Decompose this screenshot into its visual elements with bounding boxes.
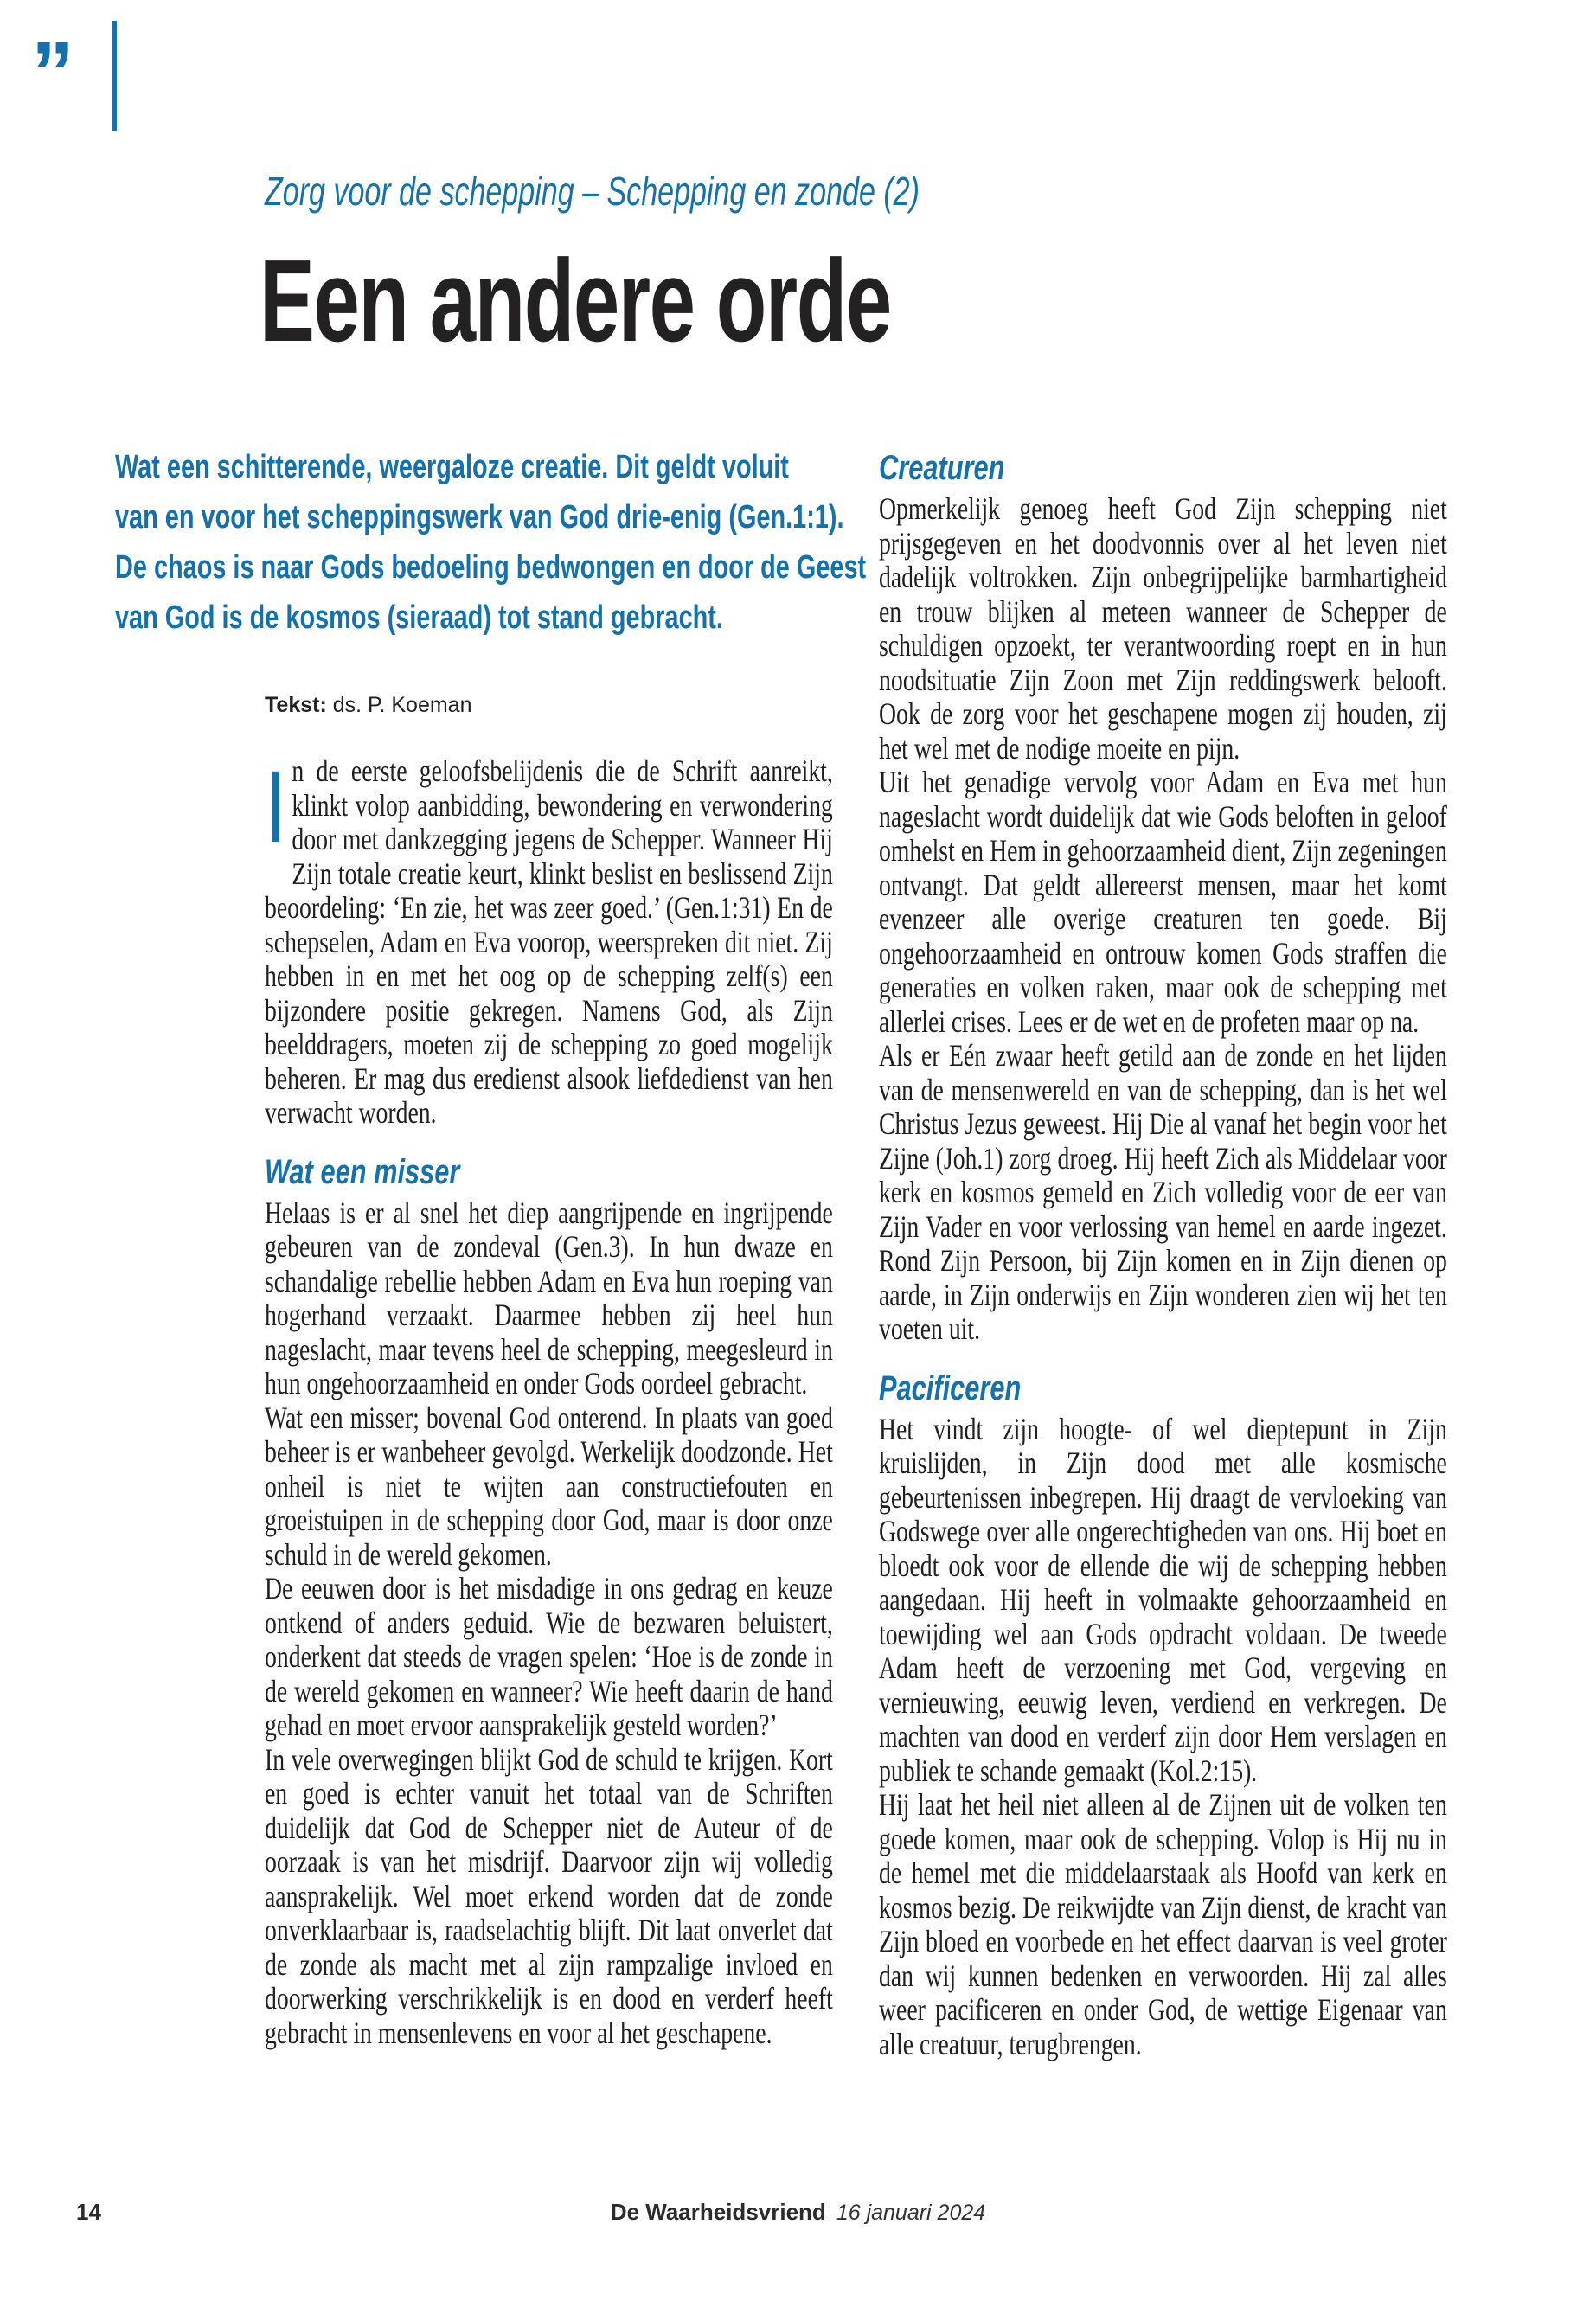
footer-magazine-title: De Waarheidsvriend bbox=[610, 2199, 826, 2225]
body-paragraph: Hij laat het heil niet alleen al de Zijnen uit de volken ten goede komen, maar ook de schepping. Volop is Hij nu in de hemel met die middelaarstaak als Hoofd van kerk en kosmos bezig. De reikwijdte van Zijn dienst, de kracht van Zijn bloed en voorbede en het effect daarvan is veel groter dan wij kunnen bedenken en verwoorden. Hij zal alles weer pacificeren en onder God, de wettige Eigenaar van alle creatuur, terugbrengen. bbox=[879, 1787, 1447, 2061]
accent-rule bbox=[112, 21, 117, 131]
body-paragraph: In vele overwegingen blijkt God de schuld te krijgen. Kort en goed is echter vanuit het totaal van de Schriften duidelijk dat God de Schepper niet de Auteur of de oorzaak is van het misdrijf. Daarvoor zijn wij volledig aansprakelijk. Wel moet erkend worden dat de zonde onverklaarbaar is, raadselachtig blijft. Dit laat onverlet dat de zonde als macht met al zijn rampzalige invloed en doorwerking verschrikkelijk is en dood en verderf heeft gebracht in mensenlevens en voor al het geschapene. bbox=[265, 1741, 833, 2050]
section-heading-wat-een-misser: Wat een misser bbox=[265, 1152, 460, 1191]
column-left bbox=[265, 750, 833, 2050]
byline-name: ds. P. Koeman bbox=[332, 693, 472, 717]
opening-paragraph-text: n de eerste geloofsbelijdenis die de Schrift aanreikt, klinkt volop aanbidding, bewondering en verwondering door met dankzegging jegens de Schepper. Wanneer Hij Zijn totale creatie keurt, klinkt beslist en beslissend Zijn beoordeling: ‘En zie, het was zeer goed.’ (Gen.1:31) En de schepselen, Adam en Eva voorop, weerspreken dit niet. Zij hebben in en met het oog op de schepping zelf(s) een bijzondere positie gekregen. Namens God, als Zijn beelddragers, moeten zij de schepping zo goed mogelijk beheren. Er mag dus eredienst alsook liefdedienst van hen verwacht worden. bbox=[265, 753, 833, 1130]
body-paragraph: Het vindt zijn hoogte- of wel dieptepunt in Zijn kruislijden, in Zijn dood met alle kosmische gebeurtenissen inbegrepen. Hij draagt de vervloeking van Godswege over alle ongerechtigheden van ons. Hij boet en bloedt ook voor de ellende die wij de schepping hebben aangedaan. Hij heeft in volmaakte gehoorzaamheid en toewijding wel aan Gods opdracht voldaan. De tweede Adam heeft de verzoening met God, vergeving en vernieuwing, eeuwig leven, verdiend en verkregen. De machten van dood en verderf zijn door Hem verslagen en publiek te schande gemaakt (Kol.2:15). bbox=[879, 1411, 1447, 1788]
page-number: 14 bbox=[76, 2199, 101, 2225]
page-title bbox=[260, 235, 1149, 366]
kicker-text: Zorg voor de schepping – Schepping en zonde (2) bbox=[265, 169, 920, 214]
body-paragraph: Uit het genadige vervolg voor Adam en Eva met hun nageslacht wordt duidelijk dat wie Gods beloften in geloof omhelst en Hem in gehoorzaamheid dient, Zijn zegeningen ontvangt. Dat geldt allereerst mensen, maar het komt evenzeer alle overige creaturen ten goede. Bij ongehoorzaamheid en ontrouw komen Gods straffen die generaties en volken raken, maar ook de schepping met allerlei crises. Lees er de wet en de profeten maar op na. bbox=[879, 765, 1447, 1039]
byline bbox=[265, 692, 472, 718]
column-right bbox=[879, 449, 1447, 2061]
footer bbox=[0, 2199, 1596, 2226]
kicker bbox=[265, 170, 1150, 214]
body-paragraph: Helaas is er al snel het diep aangrijpende en ingrijpende gebeuren van de zondeval (Gen.3). In hun dwaze en schandalige rebellie hebben Adam en Eva hun roeping van hogerhand verzaakt. Daarmee hebben zij heel hun nageslacht, maar tevens heel de schepping, meegesleurd in hun ongehoorzaamheid en onder Gods oordeel gebracht. bbox=[265, 1195, 833, 1400]
intro-standfirst-text: Wat een schitterende, weergaloze creatie. Dit geldt voluit van en voor het scheppingswerk van God drie-enig (Gen.1:1). De chaos is naar Gods bedoeling bedwongen en door de Geest van God is de kosmos (sieraad) tot stand gebracht. bbox=[115, 449, 867, 636]
body-paragraph: Als er Eén zwaar heeft getild aan de zonde en het lijden van de mensenwereld en van de schepping, dan is het wel Christus Jezus geweest. Hij Die al vanaf het begin voor het Zijne (Joh.1) zorg droeg. Hij heeft Zich als Middelaar voor kerk en kosmos gemeld en Zich volledig voor de eer van Zijn Vader en voor verlossing van hemel en aarde ingezet. Rond Zijn Persoon, bij Zijn komen en in Zijn dienen op aarde, in Zijn onderwijs en Zijn wonderen zien wij het ten voeten uit. bbox=[879, 1038, 1447, 1346]
drop-cap: I bbox=[265, 750, 287, 864]
byline-label: Tekst: bbox=[265, 693, 327, 717]
section-heading-creaturen: Creaturen bbox=[879, 449, 1005, 487]
page-title-text: Een andere orde bbox=[260, 235, 891, 366]
body-paragraph: Wat een misser; bovenal God onterend. In plaats van goed beheer is er wanbeheer gevolgd. Werkelijk doodzonde. Het onheil is niet te wijten aan constructiefouten en groeistuipen in de schepping door God, maar is door onze schuld in de wereld gekomen. bbox=[265, 1400, 833, 1572]
body-paragraph: De eeuwen door is het misdadige in ons gedrag en keuze ontkend of anders geduid. Wie de bezwaren beluistert, onderkent dat steeds de vragen spelen: ‘Hoe is de zonde in de wereld gekomen en wanneer? Wie heeft daarin de hand gehad en moet ervoor aansprakelijk gesteld worden?’ bbox=[265, 1571, 833, 1742]
footer-issue-date: 16 januari 2024 bbox=[836, 2201, 986, 2225]
section-heading-pacificeren: Pacificeren bbox=[879, 1368, 1022, 1407]
body-paragraph: Opmerkelijk genoeg heeft God Zijn schepping niet prijsgegeven en het doodvonnis over al het leven niet dadelijk voltrokken. Zijn onbegrijpelijke barmhartigheid en trouw blijken al meteen wanneer de Schepper de schuldigen opzoekt, ter verantwoording roept en in hun noodsituatie Zijn Zoon met Zijn reddingswerk belooft. Ook de zorg voor het geschapene mogen zij houden, zij het wel met de nodige moeite en pijn. bbox=[879, 491, 1447, 766]
opening-paragraph bbox=[265, 750, 833, 1131]
pull-quote-icon: ” bbox=[31, 24, 74, 121]
